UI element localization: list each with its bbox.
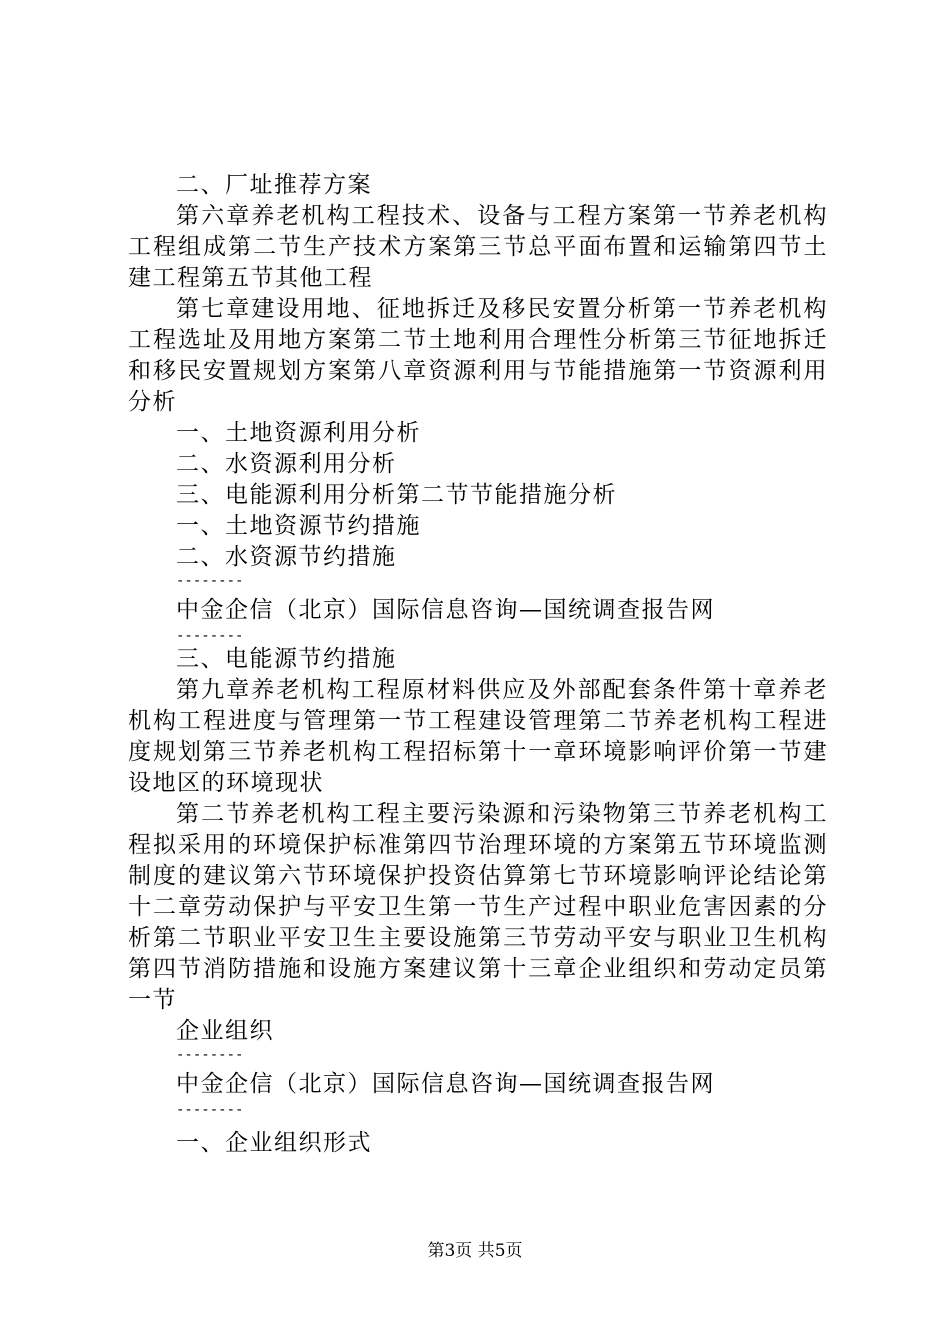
separator-line: --------	[176, 628, 244, 644]
list-item: 三、电能源节约措施	[176, 646, 397, 672]
list-item: 一、企业组织形式	[176, 1130, 372, 1156]
separator-line: --------	[176, 1102, 244, 1118]
paragraph: 第二节养老机构工程主要污染源和污染物第三节养老机构工程拟采用的环境保护标准第四节治理环境的方案第五节环境监测制度的建议第六节环境保护投资估算第七节环境影响评论结论第十二章劳动保护与平安卫生第一节生产过程中职业危害因素的分析第二节职业平安卫生主要设施第三节劳动平安与职业卫生机构第四节消防措施和设施方案建议第十三章企业组织和劳动定员第一节	[128, 801, 828, 1013]
list-item: 三、电能源利用分析第二节节能措施分析	[176, 482, 617, 508]
source-line: 中金企信（北京）国际信息咨询—国统调查报告网	[176, 1071, 715, 1097]
paragraph: 第九章养老机构工程原材料供应及外部配套条件第十章养老机构工程进度与管理第一节工程建设管理第二节养老机构工程进度规划第三节养老机构工程招标第十一章环境影响评价第一节建设地区的环境现状	[128, 677, 828, 796]
page-footer	[0, 1240, 950, 1262]
page-number: 第3页 共5页	[427, 1241, 523, 1261]
separator-line: --------	[176, 1047, 244, 1063]
list-item: 二、厂址推荐方案	[176, 172, 372, 198]
list-item: 二、水资源节约措施	[176, 544, 397, 570]
list-item: 企业组织	[176, 1018, 274, 1044]
list-item: 一、土地资源利用分析	[176, 420, 421, 446]
document-body	[128, 170, 828, 1159]
list-item: 二、水资源利用分析	[176, 451, 397, 477]
source-line: 中金企信（北京）国际信息咨询—国统调查报告网	[176, 597, 715, 623]
paragraph: 第七章建设用地、征地拆迁及移民安置分析第一节养老机构工程选址及用地方案第二节土地利用合理性分析第三节征地拆迁和移民安置规划方案第八章资源利用与节能措施第一节资源利用分析	[128, 296, 828, 415]
list-item: 一、土地资源节约措施	[176, 513, 421, 539]
separator-line: --------	[176, 573, 244, 589]
paragraph: 第六章养老机构工程技术、设备与工程方案第一节养老机构工程组成第二节生产技术方案第三节总平面布置和运输第四节土建工程第五节其他工程	[128, 203, 828, 291]
